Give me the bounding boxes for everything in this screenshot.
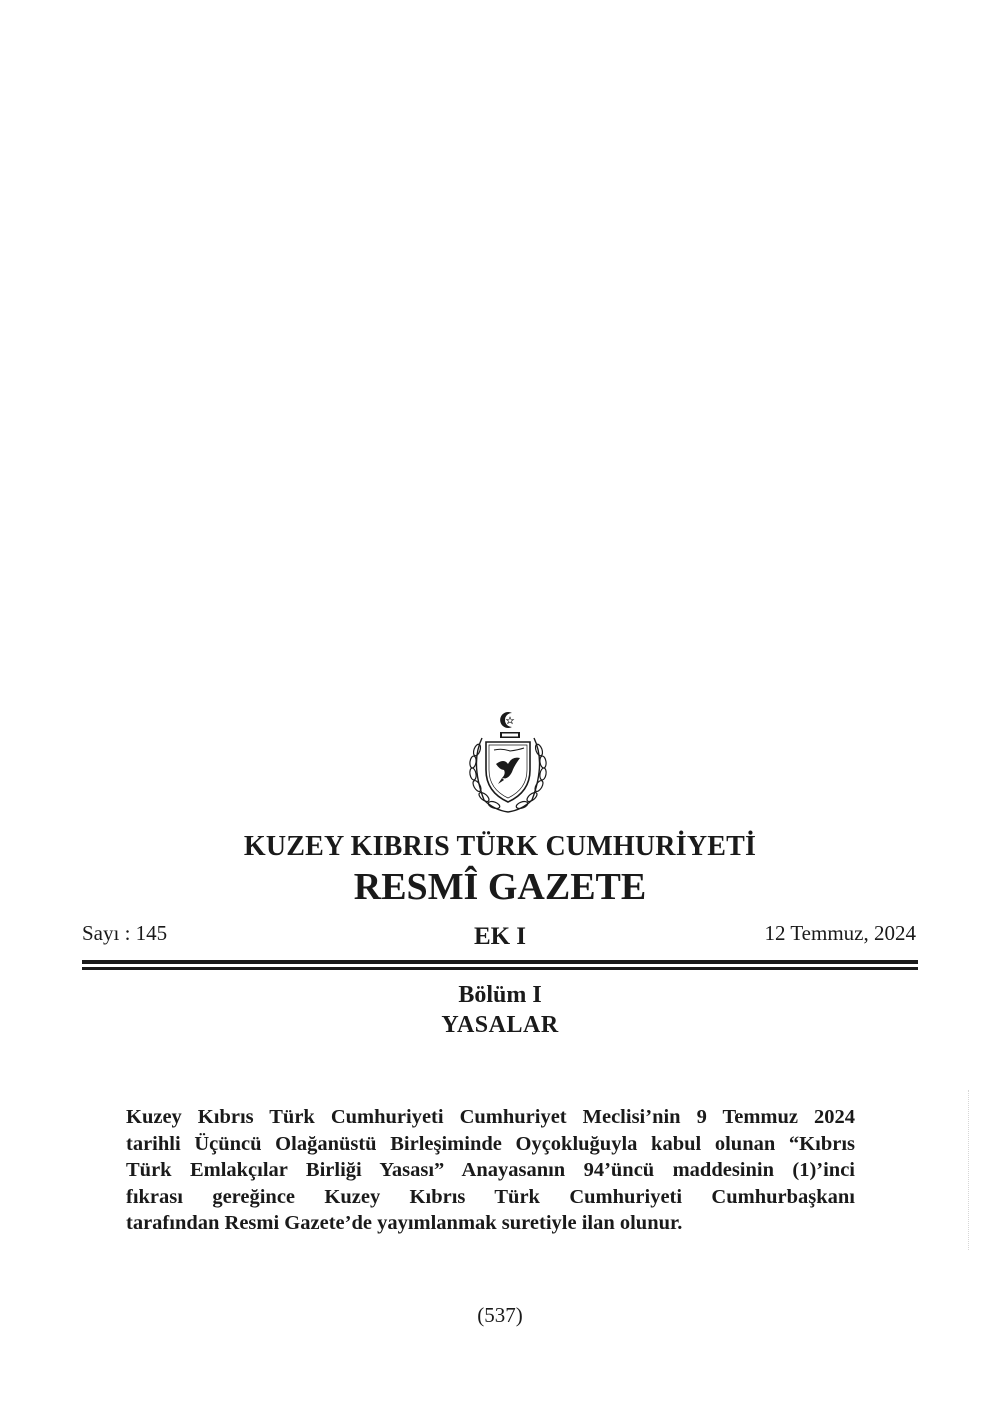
scan-artifact — [968, 1090, 970, 1250]
section-category: YASALAR — [441, 1012, 559, 1038]
country-name: KUZEY KIBRIS TÜRK CUMHURİYETİ — [243, 831, 757, 862]
announcement-line: Kuzey Kıbrıs Türk Cumhuriyeti Cumhuriyet Meclisi’nin 9 Temmuz 2024 — [126, 1106, 855, 1128]
header-divider-thick — [82, 960, 918, 964]
announcement-line: Türk Emlakçılar Birliği Yasası” Anayasanın 94’üncü maddesinin (1)’inci — [126, 1159, 855, 1181]
announcement-line: fıkrası gereğince Kuzey Kıbrıs Türk Cumhuriyeti Cumhurbaşkanı — [126, 1185, 855, 1208]
issue-date: 12 Temmuz, 2024 — [764, 921, 916, 945]
header-divider-thin — [82, 967, 918, 970]
page-number: (537) — [477, 1303, 523, 1327]
announcement-line: tarafından Resmi Gazete’de yayımlanmak suretiyle ilan olunur. — [126, 1212, 683, 1234]
kktc-coat-of-arms-icon — [450, 708, 566, 818]
supplement-label: EK I — [473, 923, 527, 950]
issue-number: Sayı : 145 — [82, 921, 168, 945]
section-part: Bölüm I — [458, 982, 542, 1008]
gazette-title: RESMÎ GAZETE — [353, 866, 647, 908]
announcement-paragraph — [126, 1104, 855, 1237]
announcement-line: tarihli Üçüncü Olağanüstü Birleşiminde Oyçokluğuyla kabul olunan “Kıbrıs — [126, 1132, 855, 1155]
